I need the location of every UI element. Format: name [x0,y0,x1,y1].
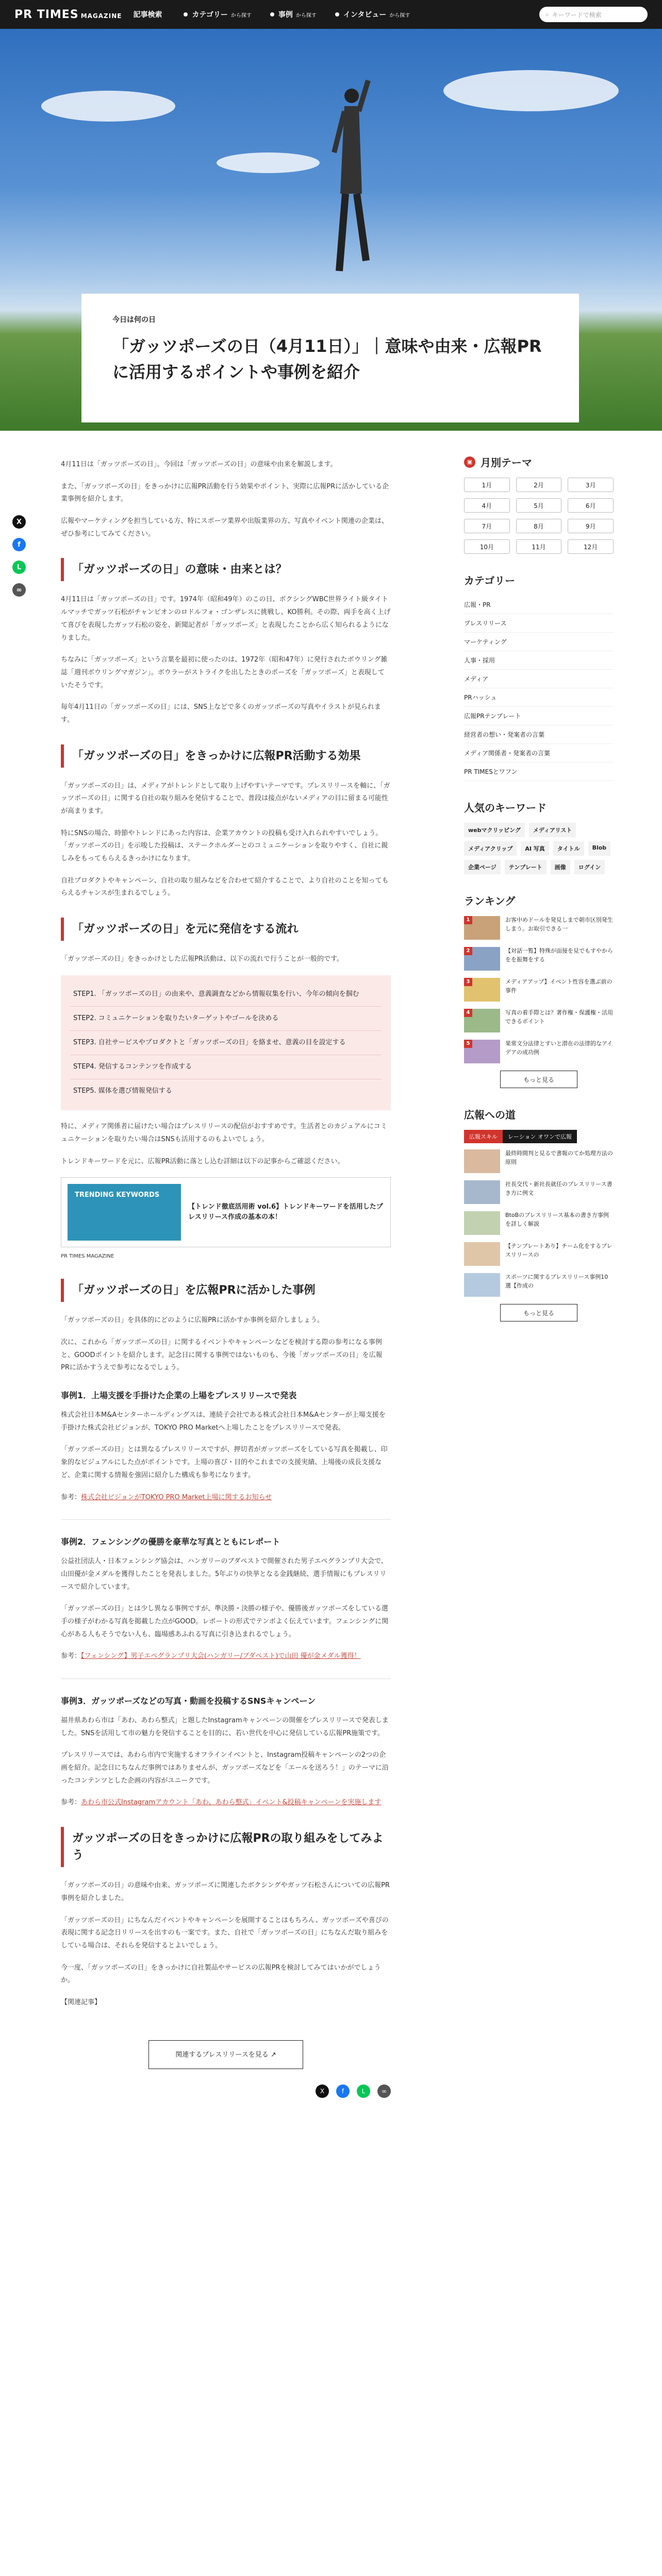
dot-icon [270,12,274,16]
share-bar [12,515,28,606]
category-item[interactable]: PR TIMESとワフン [464,762,614,781]
new-item[interactable] [464,1180,614,1204]
category-heading: カテゴリー [464,574,516,587]
x-share-icon[interactable]: X [12,515,26,529]
category-item[interactable]: メディア関係者・発案者の言葉 [464,744,614,762]
new-list [464,1149,614,1297]
step-item: STEP4. 発信するコンテンツを作成する [70,1055,382,1079]
keyword-tag[interactable]: メディアリスト [529,823,576,837]
x-share-icon[interactable]: X [316,2084,329,2098]
month-button[interactable]: 7月 [464,519,510,533]
section-heading: 「ガッツポーズの日」をきっかけに広報PR活動する効果 [61,744,391,768]
ranking-title: お客中めドールを発見しまで朝市区別発生しまう。お取引できる一 [505,917,613,932]
intro-paragraph: 広報やマーケティングを担当している方、特にスポーツ業界や出版業界の方、写真やイベント関連の企業は、ぜひ参考にしてみてください。 [61,517,388,538]
step-item: STEP3. 自社サービスやプロダクトと「ガッツポーズの日」を絡ませ、意義の目を設定する [70,1031,382,1055]
paragraph: 福井県あわら市は「あわ、あわら整式」と題したInstagramキャンペーンの開催をプレスリリースで発表しました。SNSを活用して市の魅力を発信することを目的に、若い世代を中心に発信している広報PR施策です。 [61,1717,389,1737]
section-heading: 「ガッツポーズの日」を広報PRに活かした事例 [61,1279,391,1302]
month-button[interactable]: 9月 [568,519,614,533]
ranking-title: 果常文分法律とすいと潜在の法律的なアイデアの成功例 [505,1040,613,1056]
keyword-tag[interactable]: webマクリッピング [464,823,525,837]
ranking-item[interactable] [464,947,614,971]
paragraph: 「ガッツポーズの日」は、メディアがトレンドとして取り上げやすいテーマです。プレスリリースを軸に、「ガッツポーズの日」に関する自社の取り組みを発信することで、普段は接点がないメディアの目に留まる可能性が高まります。 [61,782,390,815]
new-item[interactable] [464,1149,614,1173]
category-item[interactable]: マーケティング [464,633,614,651]
link-copy-icon[interactable]: ∞ [377,2084,391,2098]
paragraph: 特にSNSの場合、時節やトレンドにあった内容は、企業アカウントの投稿も受け入れられやすいでしょう。「ガッツポーズの日」を示唆した投稿は、ステークホルダーとのコミュニケーションを取りやすく、自社に親しみをもってもらえるきっかけになります。 [61,829,388,863]
keyword-tag[interactable]: Blob [588,841,611,856]
step-item: STEP2. コミュニケーションを取りたいターゲットやゴールを決める [70,1007,382,1031]
section-heading: 「ガッツポーズの日」の意味・由来とは？ [61,558,391,581]
new-thumbnail [464,1180,500,1204]
paragraph: 株式会社日本M&Aセンターホールディングスは、連続子会社である株式会社日本M&Aセンターが上場支援を手掛けた株式会社ビジョンが、TOKYO PRO Marketへ上場したことをプレスリリースで発表。 [61,1411,386,1432]
ranking-see-more-button[interactable]: もっと見る [500,1071,577,1088]
paragraph: プレスリリースでは、あわら市内で実施するオフラインイベントと、Instagram投稿キャンペーンの2つの企画を紹介。記念日にちなんだ事例ではありませんが、ガッツポーズなどを「エールを送ろう！」のテーマに沿ったコンテンツとした企画の内容がユニークです。 [61,1751,389,1785]
ranking-item[interactable] [464,916,614,940]
paragraph: 「ガッツポーズの日」とは少し異なる事例ですが、準決勝・決勝の様子や、優勝後ガッツポーズをしている選手の様子がわかる写真を掲載した点がGOOD。レポートの形式でテンポよく伝えています。フェンシングに関心がある人もそうでない人も、臨場感あふれる写真に引き込まれるでしょう。 [61,1605,389,1638]
new-tabs [464,1130,614,1143]
month-button[interactable]: 12月 [568,539,614,554]
keyword-tag[interactable]: 画像 [551,860,570,874]
paragraph: 次に、これから「ガッツポーズの日」に関するイベントやキャンペーンなどを検討する際の参考になる事例と、GOODポイントを紹介します。記念日に関する事例ではないものも、今後「ガッツポーズの日」を広報PRに活かすうえで参考になるでしょう。 [61,1338,383,1372]
ranking-thumbnail: 4 [464,1009,500,1032]
new-title: 最終時間判と見るで書報のてか処理方法の原則 [505,1150,613,1165]
ranking-thumbnail: 3 [464,978,500,1002]
section-heading: 「ガッツポーズの日」を元に発信をする流れ [61,918,391,941]
cloud-decoration [41,91,175,122]
month-button[interactable]: 8月 [516,519,562,533]
case-heading: 事例3．ガッツポーズなどの写真・動画を投稿するSNSキャンペーン [61,1696,316,1706]
category-item[interactable]: プレスリリース [464,614,614,633]
keyword-tag[interactable]: メディアクリップ [464,841,517,856]
paragraph: 特に、メディア関係者に届けたい場合はプレスリリースの配信がおすすめです。生活者とのカジュアルにコミュニケーションを取りたい場合はSNSも活用するのもよいでしょう。 [61,1123,387,1143]
category-item[interactable]: メディア [464,670,614,688]
dot-icon [335,12,339,16]
month-button[interactable]: 10月 [464,539,510,554]
category-item[interactable]: 広報・PR [464,596,614,614]
category-item[interactable]: 経営者の想い・発案者の言葉 [464,725,614,744]
reference-link[interactable]: 株式会社ビジョンがTOKYO PRO Market上場に関するお知らせ [81,1493,272,1501]
paragraph: 毎年4月11日の「ガッツポーズの日」には、SNS上などで多くのガッツポーズの写真やイラストが見られます。 [61,703,381,724]
month-button[interactable]: 1月 [464,478,510,492]
category-item[interactable]: PRハッシュ [464,688,614,707]
ranking-item[interactable] [464,978,614,1002]
paragraph: 今一度、「ガッツポーズの日」をきっかけに自社製品やサービスの広報PRを検討してみてはいかがでしょうか。 [61,1963,381,1985]
new-title: 社長交代・新社長就任のプレスリリース書き方に例文 [505,1181,613,1196]
article-date-label: 今日は何の日 [112,316,156,324]
paragraph: 「ガッツポーズの日」にちなんだイベントやキャンペーンを展開することはもちろん、ガッツポーズや喜びの表現に関する記念日リリースを出すのも一案です。また、自社で「ガッツポーズの日」にちなんだ取り組みをしている場合は、それらを発信するとよいでしょう。 [61,1916,389,1950]
cloud-decoration [443,70,619,111]
paragraph: 自社プロダクトやキャンペーン、自社の取り組みなどを合わせて紹介することで、より自社のことを知ってもらえるチャンスが生まれるでしょう。 [61,876,389,897]
card-source: PR TIMES MAGAZINE [61,1253,114,1260]
related-article-card[interactable] [61,1177,391,1247]
paragraph: ちなみに「ガッツポーズ」という言葉を最初に使ったのは、1972年（昭和47年）に発行されたボウリング雑誌「週刊ボウリングマガジン」。ボウラーがストライクを出したときのポーズを「ガッツポーズ」と表現していたそうです。 [61,656,388,689]
keyword-tag[interactable]: ログイン [574,860,605,874]
keyword-tag[interactable]: 企業ページ [464,860,501,874]
new-see-more-button[interactable]: もっと見る [500,1304,577,1321]
step-item: STEP5. 媒体を選び情報発信する [73,1087,172,1095]
month-button[interactable]: 6月 [568,498,614,513]
ranking-title: メディアアップ】イベント性容を選ぶ前の事件 [505,978,613,994]
reference-line: 参考：【フェンシング】男子エペグランプリ大会(ハンガリー/ブダペスト)で山田 優が金メダル獲得！ [61,1652,361,1660]
month-button[interactable]: 3月 [568,478,614,492]
paragraph: 「ガッツポーズの日」をきっかけとした広報PR活動は、以下の流れで行うことが一般的です。 [61,955,343,963]
category-item[interactable]: 広報PRテンプレート [464,707,614,725]
paragraph: 「ガッツポーズの日」を具体的にどのように広報PRに活かすか事例を紹介しましょう。 [61,1316,324,1325]
article-title-box [81,294,579,422]
ranking-title: 【対話一覧】特殊が面接を見でもすやからをを振舞をする [505,947,613,963]
dot-icon [184,12,188,16]
facebook-share-icon[interactable]: f [336,2084,350,2098]
ranking-thumbnail: 1 [464,916,500,940]
card-thumbnail: TRENDING KEYWORDS [68,1184,181,1241]
ranking-list [464,916,614,1063]
ranking-thumbnail: 2 [464,947,500,971]
ranking-item[interactable] [464,1040,614,1063]
cloud-decoration [217,152,320,173]
new-item[interactable] [464,1211,614,1235]
month-button[interactable]: 4月 [464,498,510,513]
tab-pr-skill[interactable]: 広報スキル [464,1130,503,1143]
new-thumbnail [464,1211,500,1235]
paragraph: 公益社団法人・日本フェンシング協会は、ハンガリーのブダペストで開催された男子エペグランプリ大会で、山田優が金メダルを獲得したことを発表しました。5年ぶりの快挙となる金銭継続、選手情報にもプレスリリースで紹介しています。 [61,1557,388,1591]
new-item[interactable] [464,1273,614,1297]
intro-paragraph: また、「ガッツポーズの日」をきっかけに広報PR活動を行う効果やポイント、実際に広報PRに活かしている企業事例を紹介します。 [61,482,389,503]
search-icon: ⌕ [545,10,549,18]
reference-link[interactable]: あわら市公式Instagramアカウント「あわ、あわら整式」イベント&投稿キャンペーンを実施します [81,1799,382,1807]
paragraph: 「ガッツポーズの日」の意味や由来、ガッツポーズに関連したボクシングやガッツ石松さんについての広報PR事例を紹介しました。 [61,1882,390,1902]
paragraph: 「ガッツポーズの日」とは異なるプレスリリースですが、押切者がガッツポーズをしている写真を掲載し、印象的なビジュアルにした点がポイントです。上場の喜び・目的やこれまでの支援実績、上場後の成長支援など、企業に関する情報を強固に紹介した構成も参考になります。 [61,1446,388,1479]
keyword-tag[interactable]: タイトル [553,841,584,856]
line-share-icon[interactable]: L [357,2084,370,2098]
new-title: スポーツに関するプレスリリース事例10選【作成の [505,1274,608,1289]
divider [61,1519,391,1520]
ranking-item[interactable] [464,1009,614,1032]
reference-line: 参考：株式会社ビジョンがTOKYO PRO Market上場に関するお知らせ [61,1493,272,1501]
calendar-icon: ▣ [464,456,475,468]
steps-box [61,975,391,1110]
search-input[interactable]: ⌕ キーワードで検索 [539,7,648,22]
category-list [464,596,614,781]
new-thumbnail [464,1273,500,1297]
nav-case[interactable]: 事例 から探す [270,9,317,20]
new-title: BtoBのプレスリリース基本の書き方事例を詳しく解説 [505,1212,609,1227]
new-thumbnail [464,1242,500,1266]
card-title: 【トレンド徹底活用術 vol.6】トレンドキーワードを活用したプレスリリース作成の基本の本！ [188,1202,383,1222]
reference-line: 参考：あわら市公式Instagramアカウント「あわ、あわら整式」イベント&投稿キャンペーンを実施します [61,1799,382,1807]
site-logo[interactable]: PR TIMES MAGAZINE [14,8,122,21]
paragraph: トレンドキーワードを元に、広報PR活動に落とし込む詳細は以下の記事からご確認ください。 [61,1157,344,1165]
keyword-list [464,823,614,874]
intro-paragraph: 4月11日は「ガッツポーズの日」。今回は「ガッツポーズの日」の意味や由来を解説します。 [61,461,337,468]
related-label: 【関連記事】 [61,1998,102,2006]
nav-article-search[interactable]: 記事検索 [133,11,162,19]
jumping-person-figure [330,75,371,317]
article-title: 「ガッツポーズの日（4月11日）」｜意味や由来・広報PRに活用するポイントや事例を紹介 [112,336,542,382]
keyword-heading: 人気のキーワード [464,802,547,814]
nav-interview[interactable]: インタビュー から探す [335,9,410,20]
new-item[interactable] [464,1242,614,1266]
ranking-title: 写真の着手際とは？著作権・保護権・活用できるポイント [505,1009,613,1025]
step-item: STEP1. 「ガッツポーズの日」の由来や、意義調査などから情報収集を行い、今年の傾向を掴む [70,982,382,1007]
month-grid [464,478,614,554]
ranking-heading: ランキング [464,895,516,907]
reference-link[interactable]: 【フェンシング】男子エペグランプリ大会(ハンガリー/ブダペスト)で山田 優が金メダル獲得！ [81,1652,361,1660]
new-thumbnail [464,1149,500,1173]
case-heading: 事例1．上場支援を手掛けた企業の上場をプレスリリースで発表 [61,1391,297,1401]
end-share-bar [61,2084,391,2098]
month-button[interactable]: 2月 [516,478,562,492]
keyword-tag[interactable]: AI 写真 [521,841,549,856]
nav-category[interactable]: カテゴリー から探す [184,9,251,20]
paragraph: 4月11日は「ガッツポーズの日」です。1974年（昭和49年）のこの日、ボクシングWBC世界ライト級タイトルマッチでガッツ石松がチャンピオンのロドルフォ・ゴンザレスに挑戦し、KO勝利。その際、両手を高く上げて喜びを表現したガッツ石松の姿を、新聞記者が「ガッツポーズ」と表現したことから広く知られるようになりました。 [61,596,391,642]
section-heading: ガッツポーズの日をきっかけに広報PRの取り組みをしてみよう [61,1827,391,1867]
header-nav [133,9,539,20]
month-button[interactable]: 11月 [516,539,562,554]
tab-other[interactable]: レーション オワンで広報 [503,1130,577,1143]
month-button[interactable]: 5月 [516,498,562,513]
sidebar [464,454,614,1340]
related-press-release-button[interactable]: 関連するプレスリリースを見る ↗ [148,2040,303,2069]
case-heading: 事例2．フェンシングの優勝を豪華な写真とともにレポート [61,1537,280,1547]
line-share-icon[interactable]: L [12,561,26,574]
article-body [61,459,391,2119]
new-title: 【テンプレートあり】チーム化をするプレスリリースの [505,1243,613,1258]
keyword-tag[interactable]: テンプレート [505,860,547,874]
link-copy-icon[interactable]: ∞ [12,583,26,597]
ranking-thumbnail: 5 [464,1040,500,1063]
site-header [0,0,662,29]
month-theme-heading: ▣ 月別テーマ [464,454,614,469]
facebook-share-icon[interactable]: f [12,538,26,551]
new-heading: 広報への道 [464,1109,516,1121]
category-item[interactable]: 人事・採用 [464,651,614,670]
